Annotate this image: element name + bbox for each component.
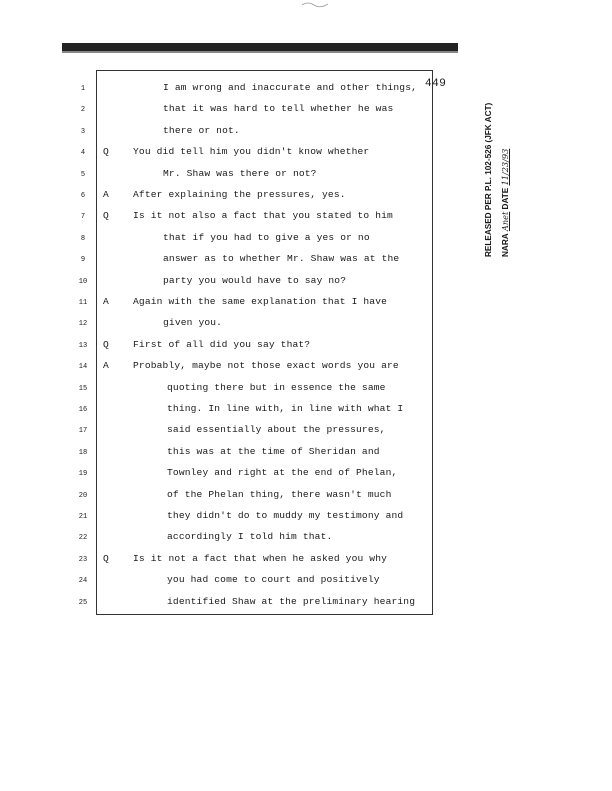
line-text: thing. In line with, in line with what I (167, 403, 404, 414)
top-divider-shadow (62, 51, 458, 53)
transcript-line (0, 102, 440, 118)
line-number: 3 (80, 127, 86, 136)
transcript-line (0, 295, 440, 311)
line-text: said essentially about the pressures, (167, 424, 386, 436)
line-number: 7 (80, 213, 86, 222)
line-number: 25 (78, 598, 88, 607)
line-number: 15 (78, 384, 88, 393)
transcript-line (0, 359, 440, 375)
line-number: 1 (80, 85, 86, 93)
line-text: party you would have to say no? (163, 274, 347, 286)
transcript-line (0, 145, 440, 161)
transcript-line (0, 595, 440, 611)
line-text: this was at the time of Sheridan and (167, 445, 380, 457)
line-text: that if you had to give a yes or no (163, 231, 370, 243)
transcript-line (0, 445, 440, 461)
speaker-label: Q (103, 552, 109, 564)
speaker-label: A (103, 360, 109, 372)
transcript-line (0, 573, 440, 589)
line-text: Is it not a fact that when he asked you why (133, 552, 388, 564)
line-number: 20 (78, 491, 88, 500)
line-text: quoting there but in essence the same (167, 381, 386, 393)
release-stamp (470, 62, 514, 257)
line-number: 16 (78, 406, 88, 414)
transcript-line (0, 188, 440, 204)
transcript-line (0, 552, 440, 568)
line-text: answer as to whether Mr. Shaw was at the (163, 253, 400, 265)
speaker-label: Q (103, 146, 109, 158)
stamp-date-label: DATE (501, 187, 510, 210)
page-number: 449 (425, 78, 447, 90)
line-text: they didn't do to muddy my testimony and (167, 510, 404, 521)
transcript-line (0, 274, 440, 290)
line-number: 22 (78, 534, 88, 543)
line-text: you had come to court and positively (167, 574, 380, 586)
line-text: You did tell him you didn't know whether (133, 146, 370, 158)
line-number: 8 (80, 234, 86, 243)
speaker-label: A (103, 189, 109, 200)
line-text: Townley and right at the end of Phelan, (167, 467, 398, 479)
line-number: 4 (80, 149, 86, 158)
transcript-line (0, 316, 440, 332)
line-number: 11 (78, 299, 88, 307)
line-number: 10 (78, 277, 88, 286)
top-divider-bar (62, 43, 458, 51)
transcript-line (0, 231, 440, 247)
line-text: First of all did you say that? (133, 338, 311, 350)
line-text: that it was hard to tell whether he was (163, 103, 394, 115)
transcript-line (0, 530, 440, 546)
line-number: 6 (80, 192, 86, 200)
transcript-line (0, 466, 440, 482)
line-number: 2 (80, 106, 86, 115)
transcript-line (0, 81, 440, 97)
line-number: 13 (78, 341, 88, 350)
stamp-date: 11/23/93 (500, 148, 510, 186)
transcript-line (0, 338, 440, 354)
line-number: 24 (78, 577, 88, 586)
transcript-line (0, 381, 440, 397)
release-stamp-line1: RELEASED PER P.L. 102-526 (JFK ACT) (484, 102, 493, 257)
speaker-label: A (103, 296, 109, 307)
transcript-line (0, 423, 440, 439)
transcript-line (0, 209, 440, 225)
line-text: accordingly I told him that. (167, 531, 333, 543)
line-text: there or not. (163, 124, 240, 136)
line-text: of the Phelan thing, there wasn't much (167, 488, 392, 500)
line-text: Is it not also a fact that you stated to him (133, 210, 393, 222)
line-number: 17 (78, 427, 88, 436)
line-number: 12 (78, 320, 88, 329)
line-number: 5 (80, 170, 86, 179)
transcript-line (0, 252, 440, 268)
transcript-line (0, 402, 440, 418)
line-number: 21 (78, 513, 88, 521)
stamp-initials: Anet (500, 211, 510, 232)
line-text: given you. (163, 317, 223, 329)
speaker-label: Q (103, 338, 109, 350)
line-text: Again with the same explanation that I have (133, 296, 388, 307)
stamp-nara-label: NARA (501, 233, 510, 257)
transcript-line (0, 124, 440, 140)
speaker-label: Q (103, 210, 109, 222)
transcript-line (0, 488, 440, 504)
line-number: 9 (80, 256, 86, 265)
line-text: identified Shaw at the preliminary hearing (167, 595, 416, 607)
line-number: 18 (78, 448, 88, 457)
line-number: 19 (78, 470, 88, 479)
release-stamp-line2 (500, 62, 510, 257)
line-text: I am wrong and inaccurate and other things, (163, 82, 418, 93)
transcript-line (0, 167, 440, 183)
top-scan-mark (300, 0, 330, 10)
line-number: 14 (78, 363, 88, 372)
line-text: Probably, maybe not those exact words you are (133, 360, 399, 372)
transcript-line (0, 509, 440, 525)
line-text: Mr. Shaw was there or not? (163, 167, 317, 179)
line-number: 23 (78, 555, 88, 564)
line-text: After explaining the pressures, yes. (133, 189, 346, 200)
